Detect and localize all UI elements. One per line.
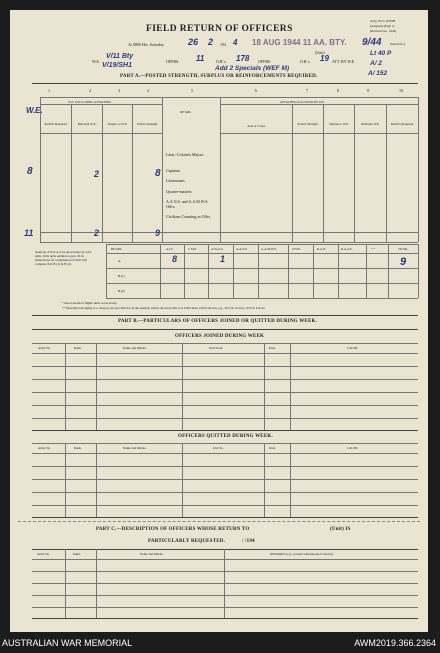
hw-unit1: V/11 Bty — [106, 53, 134, 60]
col-num: 4 — [147, 88, 149, 93]
rule — [182, 343, 183, 430]
hw-serial: 9/44 — [362, 37, 382, 48]
form-id-line2: (Adapted) (Page 1) — [370, 24, 395, 28]
offrs-label: OFFRS. — [166, 59, 180, 64]
hw-day: 26 — [188, 37, 199, 47]
rule — [182, 443, 183, 517]
joined-col: Army No. — [38, 346, 51, 350]
or2-label: O.R.'s — [300, 59, 310, 64]
rule — [313, 244, 314, 298]
rule — [65, 443, 66, 517]
joined-col: Name and Initials. — [123, 346, 147, 350]
quitted-col: Name and Initials. — [123, 446, 147, 450]
rank-row: Lieutenants — [166, 178, 185, 183]
hw-posted: 8 — [155, 168, 161, 179]
rule — [418, 97, 419, 242]
rule — [162, 97, 163, 242]
joined-col: Unit From. — [209, 346, 224, 350]
page-title: FIELD RETURN OF OFFICERS — [146, 24, 293, 34]
quitted-col: CAUSE. — [347, 446, 359, 450]
we-label: W.E. — [92, 59, 100, 64]
col-header: Posted Strength. — [297, 122, 319, 126]
part-a-heading: PART A.—POSTED STRENGTH, SURPLUS OR REINFORCEMENTS REQUIRED. — [120, 74, 318, 79]
hw-row-b: 8 — [27, 166, 33, 177]
part-c-heading: PART C.—DESCRIPTION OF OFFICERS WHOSE RETURN TO — [96, 527, 250, 532]
attached-heading: ATTACHED ALLOWED BY W.E. — [280, 100, 326, 104]
unit-label: (Unit) — [315, 50, 325, 55]
we-excluding-heading: W.E. EXCLUDING ATTACHED — [68, 100, 111, 104]
hw-awas: 1 — [220, 254, 226, 264]
date-prefix: At 0800 Hrs. Saturday — [128, 42, 164, 47]
hw-side-note-2: A/ 2 — [370, 60, 382, 67]
analysis-row: A. — [118, 259, 122, 263]
rule — [418, 244, 419, 298]
rule — [32, 453, 418, 454]
rule — [264, 343, 265, 430]
rule — [32, 549, 418, 550]
hw-total-col2: 2 — [94, 228, 100, 238]
footnote: * Insert details of higher units as necessary. — [62, 301, 118, 305]
rule — [40, 97, 418, 98]
col-num: 6 — [255, 88, 257, 93]
rank-row: Quarter-masters — [166, 189, 192, 194]
rule — [290, 443, 291, 517]
rule — [32, 571, 418, 572]
offrs2-label: OFFRS. — [258, 59, 272, 64]
analysis-row: B.(1) — [118, 274, 125, 278]
analysis-header: * * — [371, 247, 375, 251]
col-num: 3 — [118, 88, 120, 93]
part-c-date: / /194 — [242, 539, 255, 544]
rule — [32, 315, 418, 316]
rule — [32, 329, 418, 330]
rule — [388, 244, 389, 298]
col-header: Deficient W.E. — [361, 122, 380, 126]
analysis-header: A.A.N.S. — [236, 247, 248, 251]
part-c-unit: (Unit) IS — [330, 527, 351, 532]
hw-total-col1: 11 — [24, 228, 34, 238]
rule — [208, 244, 209, 298]
part-c-heading-2: PARTICULARLY REQUESTED. — [148, 539, 226, 544]
hw-we-label: W.E. — [26, 106, 43, 115]
quitted-col: Rank. — [74, 446, 82, 450]
part-c-col: Name and Initials. — [140, 552, 164, 556]
rule — [32, 583, 418, 584]
rule — [106, 268, 418, 269]
rule — [40, 242, 418, 243]
rule — [106, 298, 418, 299]
col-num: 1 — [48, 88, 50, 93]
rule — [32, 505, 418, 506]
quitted-col: Army No. — [38, 446, 51, 450]
rule — [32, 466, 418, 467]
year-prefix: 194 — [220, 42, 226, 47]
joined-col: Rank. — [74, 346, 82, 350]
att-label: ATT. BY W.E. — [332, 59, 356, 64]
rule — [220, 133, 418, 134]
analysis-header: A.I.F. — [166, 247, 174, 251]
col-header: Arm or Corps. — [247, 124, 266, 128]
col-header: Surplus to W.E. — [107, 122, 128, 126]
rank-row: A.A.N.S. and A.A.M.W.S. Offrs. — [166, 199, 209, 209]
hw-side-note-3: A/ 152 — [368, 70, 388, 77]
analysis-note: Analysis of Part A to be shown here by ALL units. Only units entitled to pers. fit in instructions for compilation of form will complete Part B (1) & B (2). — [35, 250, 92, 266]
or-label: O.R.'s — [216, 59, 226, 64]
col-num: 5 — [191, 88, 193, 93]
analysis-header: TOTAL. — [398, 247, 409, 251]
col-header: Posted Strength. — [137, 122, 158, 126]
analysis-header: CIVIL. — [292, 247, 302, 251]
rule — [338, 244, 339, 298]
rule — [40, 104, 162, 105]
hw-unit2: V/19/SH1 — [102, 62, 132, 69]
rule — [233, 244, 234, 298]
rule — [65, 343, 66, 430]
serial-label: (Serial No.) — [390, 42, 406, 46]
col-header: Reinf'ts Required. — [44, 122, 68, 126]
rule — [32, 443, 418, 444]
joined-col: Date. — [269, 346, 276, 350]
rule — [96, 549, 97, 618]
rule — [106, 244, 418, 245]
rule — [258, 244, 259, 298]
hw-side-note-1: Lt 40 P — [370, 50, 392, 57]
rule — [32, 607, 418, 608]
rule — [40, 133, 162, 134]
hw-add-note: Add 2 Specials (WEF M) — [215, 65, 290, 72]
analysis-header: A.W.A.S. — [211, 247, 224, 251]
hw-deficient: 2 — [94, 169, 100, 179]
rule — [32, 618, 418, 619]
analysis-header: C.M.F. — [188, 247, 197, 251]
rule — [40, 97, 41, 242]
analysis-row: B.(2) — [118, 289, 125, 293]
rule — [288, 244, 289, 298]
rule — [32, 343, 418, 344]
rank-row: Civilians Counting as Offrs. — [166, 214, 212, 219]
quitted-col: Date. — [269, 446, 276, 450]
rule — [160, 244, 161, 298]
col-num: 9 — [367, 88, 369, 93]
analysis-header: R.A.N. — [317, 247, 327, 251]
perforation — [18, 521, 420, 522]
hw-total: 9 — [400, 256, 407, 268]
rule — [32, 83, 418, 84]
rule — [32, 595, 418, 596]
rule — [32, 559, 418, 560]
rule — [32, 353, 418, 354]
rule — [32, 517, 418, 518]
analysis-header: R.A.A.F. — [341, 247, 353, 251]
rule — [184, 244, 185, 298]
rule — [366, 244, 367, 298]
quitted-col: Unit To. — [213, 446, 224, 450]
footer-right: AWM2019.366.2364 — [354, 638, 436, 648]
part-c-col: REMARKS (e.g., present whereabouts if known). — [270, 552, 334, 556]
rule — [65, 549, 66, 618]
col-num: 8 — [337, 88, 339, 93]
col-num: 7 — [306, 88, 308, 93]
hw-offrs: 11 — [196, 54, 205, 63]
col-header: Surplus to W.E. — [328, 122, 349, 126]
rule — [96, 343, 97, 430]
rule — [264, 443, 265, 517]
form-sheet — [10, 10, 428, 632]
joined-col: CAUSE. — [347, 346, 359, 350]
quitted-heading: OFFICERS QUITTED DURING WEEK. — [178, 434, 273, 439]
rank-row: Lieut.-Colonels Majors — [166, 152, 204, 157]
rule — [32, 479, 418, 480]
analysis-header: A.A.M.W.S. — [261, 247, 277, 251]
rule — [106, 253, 418, 254]
date-stamp: 18 AUG 1944 11 AA. BTY. — [252, 38, 347, 47]
rule — [106, 283, 418, 284]
col-header: Reinf'ts Required. — [390, 122, 415, 126]
hw-year: 4 — [233, 38, 238, 47]
hw-total-col4: 9 — [155, 228, 161, 238]
rule — [290, 343, 291, 430]
rule — [96, 443, 97, 517]
rank-row: Captains — [166, 168, 180, 173]
rule — [32, 366, 418, 367]
rule — [220, 97, 221, 242]
part-c-col: Rank. — [73, 552, 81, 556]
rule — [32, 379, 418, 380]
rule — [32, 392, 418, 393]
col-header: Deficient W.E. — [77, 122, 97, 126]
rule — [220, 104, 418, 105]
rule — [32, 405, 418, 406]
joined-heading: OFFICERS JOINED DURING WEEK — [175, 334, 265, 339]
footer-left: AUSTRALIAN WAR MEMORIAL — [2, 638, 133, 648]
col-num: 10 — [399, 88, 403, 93]
hw-month: 2 — [208, 37, 214, 47]
footnote: ** Personnel belonging to a category not provided for in the analysis will be shown in this Col. Particulars will be shown, e.g., 20 U.K. Forces; 10 N.Z. Forces. — [62, 306, 266, 310]
part-b-heading: PART B.—PARTICULARS OF OFFICERS JOINED OR QUITTED DURING WEEK. — [118, 319, 318, 324]
rule — [32, 430, 418, 431]
form-id-line3: (Revised Jan., 1943) — [370, 29, 397, 33]
form-id-line1: Army Form W.3008 — [370, 19, 396, 23]
col-num: 2 — [89, 88, 91, 93]
hw-aif: 8 — [172, 254, 178, 264]
hw-or: 178 — [236, 54, 250, 63]
detail-heading: DETAIL. — [180, 110, 193, 114]
hw-or2: 19 — [320, 54, 329, 63]
part-c-col: Army No. — [37, 552, 50, 556]
rule — [32, 418, 418, 419]
rule — [224, 549, 225, 618]
rule — [32, 492, 418, 493]
analysis-header: DETAIL. — [111, 247, 124, 251]
